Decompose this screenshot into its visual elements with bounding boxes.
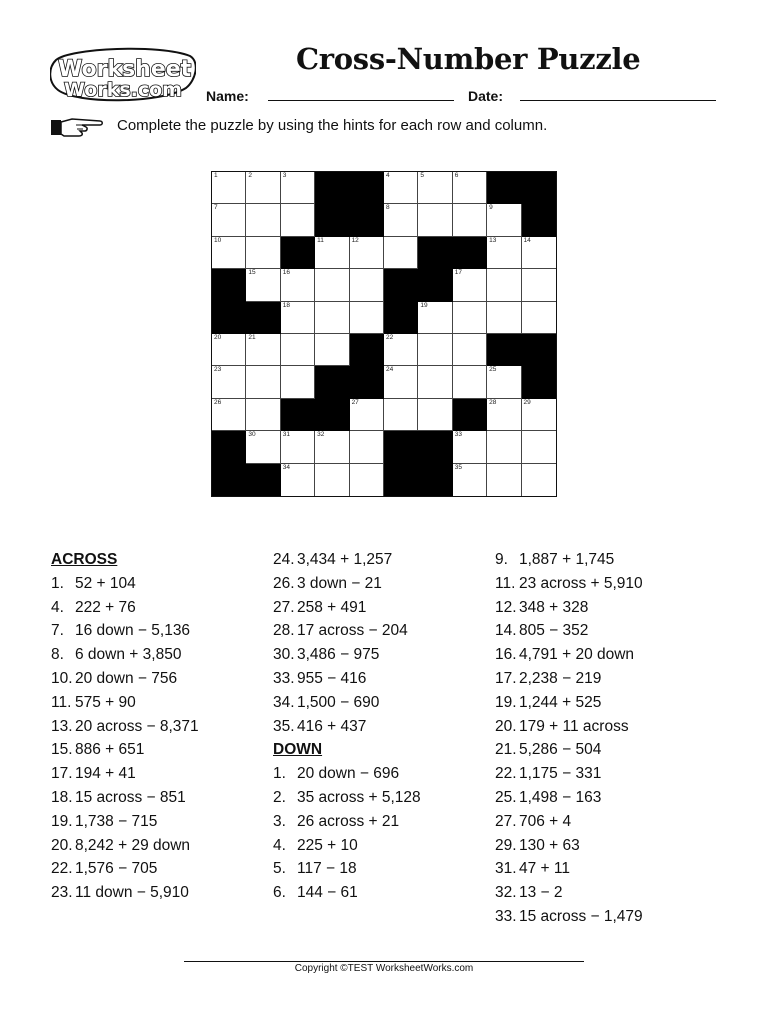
logo-text-line2: Works.com [64, 79, 182, 101]
clue-item [495, 738, 643, 762]
clue-number: 1 [214, 172, 218, 179]
grid-cell[interactable] [212, 366, 246, 398]
clue-item-expression: 222 + 76 [75, 598, 136, 616]
clue-item-number: 16. [495, 646, 517, 664]
grid-cell[interactable] [487, 431, 521, 463]
clues-column-3 [495, 548, 643, 929]
clue-item-expression: 348 + 328 [519, 598, 589, 616]
clue-item [51, 572, 199, 596]
clue-item-expression: 16 down − 5,136 [75, 622, 191, 640]
grid-cell[interactable] [384, 237, 418, 269]
grid-cell-black [315, 399, 349, 431]
grid-cell[interactable] [418, 172, 452, 204]
clue-item [51, 881, 199, 905]
clue-item-expression: 11 down − 5,910 [75, 884, 189, 902]
clue-item-expression: 416 + 437 [297, 717, 367, 735]
clue-item-number: 21. [495, 741, 517, 759]
clue-item [495, 667, 643, 691]
grid-cell[interactable] [522, 431, 556, 463]
grid-cell-black [453, 399, 487, 431]
clue-item-number: 18. [51, 788, 73, 806]
clue-item-expression: 6 down + 3,850 [75, 646, 182, 664]
clue-item-expression: 117 − 18 [297, 860, 357, 878]
clue-item [51, 619, 199, 643]
clue-item-number: 12. [495, 598, 517, 616]
clues-column-1 [51, 548, 199, 905]
grid-cell-black [384, 302, 418, 334]
clue-item-expression: 17 across − 204 [297, 622, 408, 640]
grid-cell-black [350, 366, 384, 398]
grid-cell-black [487, 172, 521, 204]
grid-cell-black [350, 204, 384, 236]
clue-number: 30 [248, 431, 256, 439]
clue-item [495, 881, 643, 905]
clue-item-number: 20. [51, 836, 73, 854]
clue-item-expression: 1,175 − 331 [519, 765, 602, 783]
clue-number: 10 [214, 236, 222, 244]
grid-cell[interactable] [246, 334, 280, 366]
clue-item-number: 25. [495, 788, 517, 806]
clue-number: 15 [248, 269, 256, 277]
date-label: Date: [468, 88, 504, 104]
grid-cell[interactable] [315, 431, 349, 463]
grid-cell-black [246, 464, 280, 496]
clue-item-expression: 8,242 + 29 down [75, 836, 191, 854]
grid-cell[interactable] [212, 237, 246, 269]
clue-item-expression: 13 − 2 [519, 884, 563, 902]
clue-item-expression: 4,791 + 20 down [519, 646, 635, 664]
grid-cell[interactable] [453, 302, 487, 334]
grid-cell-black [418, 431, 452, 463]
clue-item-expression: 130 + 63 [519, 836, 580, 854]
grid-cell[interactable] [246, 399, 280, 431]
clue-item-number: 4. [273, 836, 286, 854]
clue-item [495, 857, 643, 881]
clue-item [495, 548, 643, 572]
grid-cell-black [384, 269, 418, 301]
clue-item [495, 715, 643, 739]
clue-item-number: 34. [273, 693, 295, 711]
clue-item-number: 1. [51, 574, 64, 592]
grid-cell-black [315, 172, 349, 204]
clue-number: 31 [282, 431, 291, 439]
clue-number: 21 [248, 333, 256, 341]
clue-item-number: 24. [273, 551, 295, 568]
clue-item-number: 28. [273, 622, 295, 640]
grid-cell-black [418, 237, 452, 269]
grid-cell-black [522, 172, 556, 204]
clue-number: 14 [523, 236, 531, 244]
clue-item [51, 762, 199, 786]
clue-item [273, 643, 421, 667]
grid-cell[interactable] [487, 269, 521, 301]
clue-item-expression: 179 + 11 across [519, 717, 629, 735]
grid-cell[interactable] [487, 204, 521, 236]
grid-cell[interactable] [487, 464, 521, 496]
clue-item-number: 33. [273, 669, 295, 687]
grid-cell[interactable] [522, 464, 556, 496]
grid-cell[interactable] [281, 431, 315, 463]
clue-item-expression: 1,244 + 525 [519, 693, 602, 711]
clue-number: 29 [523, 398, 531, 406]
clue-item-number: 8. [51, 646, 64, 664]
grid-cell[interactable] [315, 464, 349, 496]
clue-item-number: 22. [495, 765, 517, 783]
clue-item-expression: 47 + 11 [519, 860, 570, 878]
clue-number: 8 [385, 204, 390, 212]
clue-item-number: 7. [51, 622, 64, 640]
clue-number: 11 [317, 236, 324, 244]
grid-cell-black [212, 302, 246, 334]
grid-cell[interactable] [453, 366, 487, 398]
clue-item [495, 643, 643, 667]
grid-cell-black [384, 431, 418, 463]
grid-cell-black [453, 237, 487, 269]
clue-item-expression: 3,486 − 975 [297, 646, 380, 664]
clue-item-number: 22. [51, 860, 73, 878]
clue-item [273, 572, 421, 596]
clue-number: 12 [351, 236, 359, 244]
grid-cell[interactable] [281, 302, 315, 334]
clue-item-expression: 20 down − 756 [75, 669, 178, 687]
clue-item-expression: 20 down − 696 [297, 765, 400, 783]
pointing-hand-icon [50, 116, 104, 138]
clue-item-number: 11. [51, 693, 72, 711]
clue-item [495, 786, 643, 810]
clue-number: 32 [317, 431, 325, 439]
clue-number: 9 [489, 204, 493, 212]
clue-item-number: 17. [495, 669, 517, 687]
clue-item-number: 6. [273, 884, 286, 902]
clue-item [51, 857, 199, 881]
clue-item-number: 32. [495, 884, 517, 902]
grid-cell[interactable] [350, 269, 384, 301]
grid-cell[interactable] [246, 204, 280, 236]
clue-item-number: 13. [51, 717, 73, 735]
clue-item [51, 834, 199, 858]
clue-item-number: 14. [495, 622, 517, 640]
grid-cell-black [281, 237, 315, 269]
clue-item-expression: 20 across − 8,371 [75, 717, 199, 735]
clue-item [495, 691, 643, 715]
clue-item [273, 834, 421, 858]
clue-item [273, 715, 421, 739]
clue-item [495, 762, 643, 786]
grid-cell[interactable] [350, 399, 384, 431]
grid-cell[interactable] [281, 464, 315, 496]
clue-item [495, 619, 643, 643]
clue-item [495, 572, 643, 596]
clue-item-expression: 886 + 651 [75, 741, 145, 759]
grid-cell-black [315, 204, 349, 236]
grid-cell-black [350, 172, 384, 204]
clue-item [273, 619, 421, 643]
clue-item-expression: 3 down − 21 [297, 574, 382, 592]
clue-item-expression: 2,238 − 219 [519, 669, 602, 687]
clue-number: 22 [385, 333, 394, 341]
grid-cell[interactable] [246, 366, 280, 398]
grid-cell[interactable] [418, 366, 452, 398]
clue-number: 16 [282, 269, 291, 277]
clue-item-expression: 26 across + 21 [297, 812, 400, 830]
grid-cell[interactable] [281, 204, 315, 236]
grid-cell[interactable] [453, 431, 487, 463]
clue-number: 19 [420, 301, 428, 309]
clues-column-2 [273, 548, 421, 905]
clue-item-number: 23. [51, 884, 73, 902]
grid-cell[interactable] [418, 399, 452, 431]
clue-number: 5 [420, 172, 424, 179]
clue-item [51, 596, 199, 620]
clue-item [273, 881, 421, 905]
clue-item-number: 5. [273, 860, 286, 878]
clue-item-number: 10. [51, 669, 73, 687]
grid-cell[interactable] [246, 172, 280, 204]
grid-cell[interactable] [487, 237, 521, 269]
clue-item-expression: 1,500 − 690 [297, 693, 380, 711]
clue-item-number: 3. [273, 812, 286, 830]
clue-item-expression: 225 + 10 [297, 836, 358, 854]
grid-cell[interactable] [281, 366, 315, 398]
clue-item [495, 596, 643, 620]
clue-item [273, 596, 421, 620]
clue-item-number: 29. [495, 836, 517, 854]
page-title: Cross-Number Puzzle [296, 42, 641, 76]
clue-item-expression: 805 − 352 [519, 622, 589, 640]
clue-item-expression: 15 across − 851 [75, 788, 186, 806]
clue-item-expression: 1,738 − 715 [75, 812, 158, 830]
grid-cell[interactable] [281, 334, 315, 366]
grid-cell[interactable] [418, 334, 452, 366]
grid-cell-black [246, 302, 280, 334]
clue-item-expression: 52 + 104 [75, 574, 136, 592]
grid-cell-black [487, 334, 521, 366]
clue-section-heading: DOWN [273, 741, 323, 759]
grid-cell-black [418, 464, 452, 496]
clue-item [51, 786, 199, 810]
grid-cell[interactable] [384, 204, 418, 236]
clue-item-expression: 144 − 61 [297, 884, 358, 902]
clue-item [51, 738, 199, 762]
clue-number: 18 [282, 301, 291, 309]
clue-item-expression: 575 + 90 [75, 693, 136, 711]
grid-cell[interactable] [315, 269, 349, 301]
grid-cell[interactable] [522, 269, 556, 301]
grid-cell-black [315, 366, 349, 398]
clue-number: 35 [454, 463, 462, 471]
grid-cell[interactable] [384, 334, 418, 366]
clue-number: 34 [282, 463, 291, 471]
clue-number: 26 [214, 398, 222, 406]
clue-number: 28 [489, 398, 497, 406]
grid-cell[interactable] [453, 172, 487, 204]
clue-item [273, 810, 421, 834]
grid-cell[interactable] [315, 237, 349, 269]
logo-text-line1: Worksheet [58, 57, 192, 82]
grid-cell-black [212, 464, 246, 496]
clue-item-number: 4. [51, 598, 64, 616]
grid-cell[interactable] [453, 464, 487, 496]
clue-item-expression: 955 − 416 [297, 669, 367, 687]
clue-number: 25 [489, 366, 497, 374]
grid-cell[interactable] [522, 237, 556, 269]
grid-cell[interactable] [418, 204, 452, 236]
clue-item-number: 15. [51, 741, 73, 759]
clue-item-expression: 1,887 + 1,745 [519, 551, 615, 568]
grid-cell[interactable] [350, 237, 384, 269]
grid-cell[interactable] [212, 172, 246, 204]
clue-item-number: 26. [273, 574, 295, 592]
grid-cell[interactable] [350, 464, 384, 496]
clue-item-expression: 15 across − 1,479 [519, 907, 643, 925]
clue-item-number: 2. [273, 788, 286, 806]
grid-cell-black [281, 399, 315, 431]
instructions: Complete the puzzle by using the hints for each row and column. [117, 117, 548, 134]
grid-cell[interactable] [315, 302, 349, 334]
grid-cell[interactable] [384, 399, 418, 431]
grid-cell[interactable] [212, 399, 246, 431]
date-field[interactable] [520, 100, 716, 101]
grid-cell[interactable] [487, 302, 521, 334]
grid-cell[interactable] [453, 269, 487, 301]
grid-cell[interactable] [453, 204, 487, 236]
grid-cell[interactable] [522, 302, 556, 334]
clue-number: 13 [489, 236, 497, 244]
grid-cell-black [522, 334, 556, 366]
cross-number-grid [211, 171, 557, 497]
grid-cell[interactable] [212, 334, 246, 366]
grid-cell-black [522, 204, 556, 236]
grid-cell[interactable] [453, 334, 487, 366]
grid-cell[interactable] [281, 172, 315, 204]
grid-cell-black [212, 431, 246, 463]
grid-cell[interactable] [246, 237, 280, 269]
clue-item [273, 548, 421, 572]
grid-cell[interactable] [384, 366, 418, 398]
clue-item-expression: 23 across + 5,910 [519, 574, 643, 592]
clue-item [51, 715, 199, 739]
clue-item-number: 20. [495, 717, 517, 735]
footer-divider [184, 961, 584, 962]
worksheetworks-logo [50, 46, 196, 104]
clue-item [273, 762, 421, 786]
grid-cell[interactable] [315, 334, 349, 366]
copyright: Copyright ©TEST WorksheetWorks.com [294, 963, 474, 974]
clue-item-number: 35. [273, 717, 295, 735]
clue-number: 20 [214, 333, 222, 341]
clue-item-number: 19. [495, 693, 517, 711]
grid-cell[interactable] [487, 366, 521, 398]
grid-cell[interactable] [350, 302, 384, 334]
clue-item [273, 691, 421, 715]
clue-item-number: 17. [51, 765, 73, 783]
clue-item-number: 30. [273, 646, 295, 664]
clue-item [495, 834, 643, 858]
clue-item-expression: 35 across + 5,128 [297, 788, 421, 806]
grid-cell[interactable] [212, 204, 246, 236]
clue-item [273, 667, 421, 691]
grid-cell[interactable] [384, 172, 418, 204]
clue-item [51, 810, 199, 834]
clue-number: 3 [282, 172, 287, 179]
clue-item-expression: 1,498 − 163 [519, 788, 602, 806]
clue-number: 27 [351, 398, 359, 406]
clue-number: 6 [454, 172, 459, 179]
clue-item-number: 27. [495, 812, 517, 830]
clue-item [51, 691, 199, 715]
grid-cell-black [350, 334, 384, 366]
grid-cell-black [384, 464, 418, 496]
clue-item [273, 857, 421, 881]
clue-item-number: 27. [273, 598, 295, 616]
clue-item-number: 31. [495, 860, 517, 878]
clue-item [273, 786, 421, 810]
grid-cell[interactable] [418, 302, 452, 334]
clue-item-expression: 1,576 − 705 [75, 860, 158, 878]
grid-cell[interactable] [522, 399, 556, 431]
grid-cell-black [212, 269, 246, 301]
clue-item-expression: 5,286 − 504 [519, 741, 602, 759]
name-field[interactable] [268, 100, 454, 101]
clue-number: 4 [385, 172, 390, 179]
clue-item [495, 905, 643, 929]
clue-number: 33 [454, 431, 462, 439]
name-label: Name: [206, 88, 249, 104]
grid-cell-black [522, 366, 556, 398]
grid-cell[interactable] [350, 431, 384, 463]
clue-number: 2 [248, 172, 253, 179]
grid-cell[interactable] [487, 399, 521, 431]
clue-item-expression: 258 + 491 [297, 598, 367, 616]
clue-item-number: 1. [273, 765, 286, 783]
clue-item-number: 33. [495, 907, 517, 925]
clue-item-number: 19. [51, 812, 73, 830]
clue-item-expression: 194 + 41 [75, 765, 136, 783]
grid-cell-black [418, 269, 452, 301]
grid-cell[interactable] [281, 269, 315, 301]
clue-section-heading: ACROSS [51, 551, 118, 568]
grid-cell[interactable] [246, 431, 280, 463]
clue-item-number: 11. [495, 574, 516, 592]
clue-item [51, 667, 199, 691]
clue-item [51, 643, 199, 667]
clue-number: 23 [214, 366, 222, 374]
clue-number: 24 [385, 366, 394, 374]
clue-item-expression: 3,434 + 1,257 [297, 551, 393, 568]
clue-number: 7 [214, 204, 218, 212]
clue-item-expression: 706 + 4 [519, 812, 572, 830]
clue-item [495, 810, 643, 834]
grid-cell[interactable] [246, 269, 280, 301]
clue-item-number: 9. [495, 551, 508, 568]
clue-number: 17 [454, 269, 462, 277]
